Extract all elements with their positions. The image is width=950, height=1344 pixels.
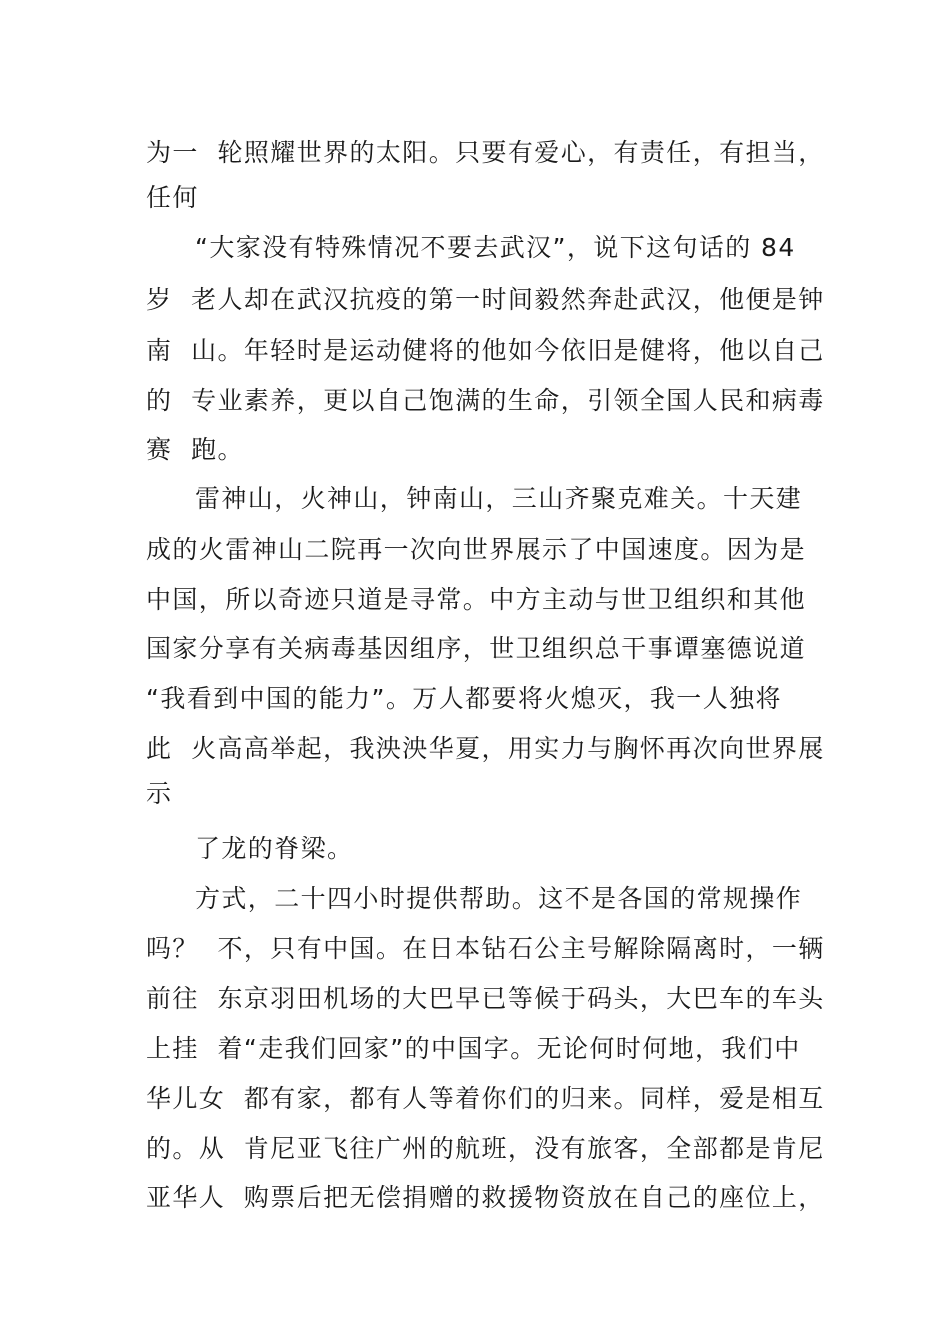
- text-line: 华儿女 都有家，都有人等着你们的归来。同样，爱是相互: [146, 1084, 825, 1113]
- text-line: 岁 老人却在武汉抗疫的第一时间毅然奔赴武汉，他便是钟: [146, 285, 825, 314]
- text-line: 赛 跑。: [146, 435, 244, 464]
- text-line: 国家分享有关病毒基因组序，世卫组织总干事谭塞德说道: [146, 634, 807, 663]
- text-line: 上挂 着“走我们回家”的中国字。无论何时何地，我们中: [146, 1034, 801, 1063]
- text-line: “大家没有特殊情况不要去武汉”，说下这句话的 84: [195, 233, 796, 262]
- text-line: “我看到中国的能力”。万人都要将火熄灭，我一人独将: [146, 684, 782, 713]
- text-line: 此 火高高举起，我泱泱华夏，用实力与胸怀再次向世界展: [146, 734, 825, 763]
- text-line: 雷神山，火神山，钟南山，三山齐聚克难关。十天建: [195, 484, 803, 513]
- text-line: 成的火雷神山二院再一次向世界展示了中国速度。因为是: [146, 535, 807, 564]
- text-line: 的。从 肯尼亚飞往广州的航班，没有旅客，全部都是肯尼: [146, 1134, 825, 1163]
- text-line: 吗？ 不，只有中国。在日本钻石公主号解除隔离时，一辆: [146, 934, 825, 963]
- text-line: 为一 轮照耀世界的太阳。只要有爱心，有责任，有担当，: [146, 138, 825, 167]
- text-line: 任何: [146, 183, 199, 212]
- text-line: 示: [146, 779, 173, 808]
- text-line: 前往 东京羽田机场的大巴早已等候于码头，大巴车的车头: [146, 984, 825, 1013]
- text-line: 了龙的脊梁。: [195, 834, 354, 863]
- text-line: 亚华人 购票后把无偿捐赠的救援物资放在自己的座位上，: [146, 1183, 825, 1212]
- text-line: 中国，所以奇迹只道是寻常。中方主动与世卫组织和其他: [146, 585, 807, 614]
- text-line: 南 山。年轻时是运动健将的他如今依旧是健将，他以自己: [146, 336, 825, 365]
- text-line: 的 专业素养，更以自己饱满的生命，引领全国人民和病毒: [146, 386, 825, 415]
- text-line: 方式，二十四小时提供帮助。这不是各国的常规操作: [195, 884, 803, 913]
